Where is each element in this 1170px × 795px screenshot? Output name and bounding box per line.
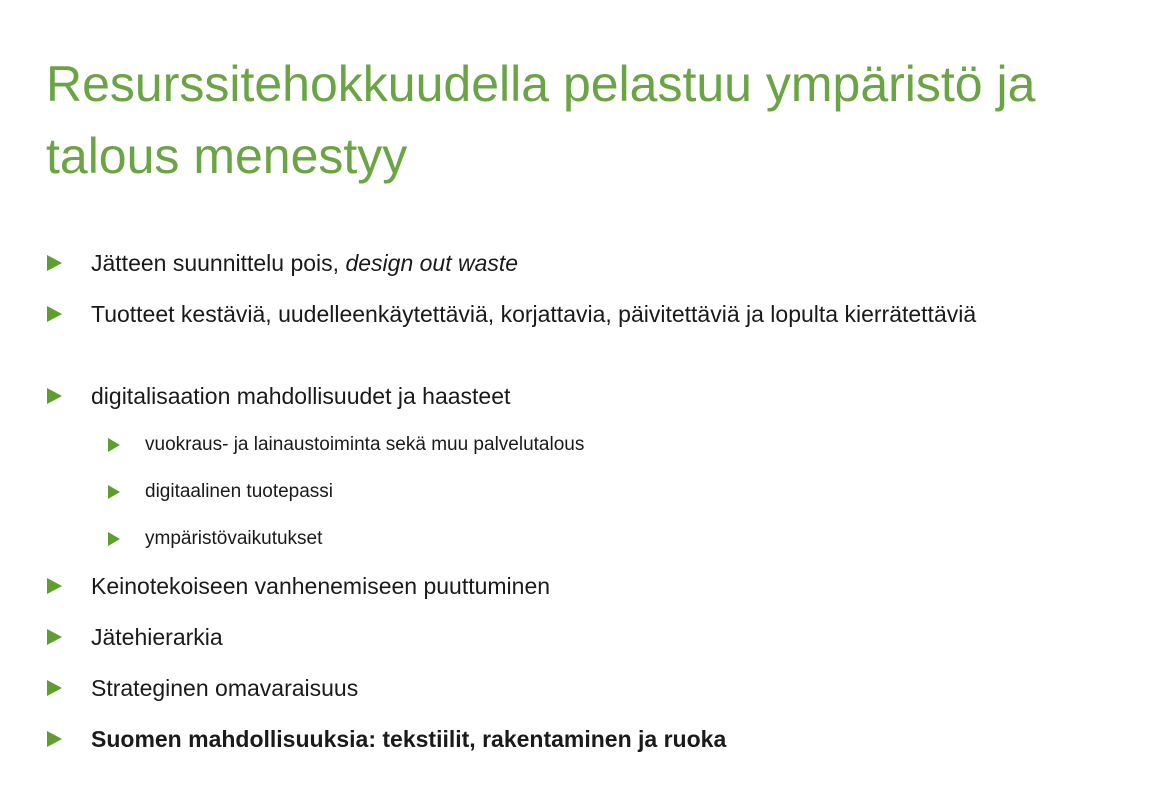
bullet-item	[91, 570, 1131, 602]
triangle-right-icon	[47, 680, 62, 696]
bullet-item	[91, 247, 1131, 279]
bullet-emphasis: design out waste	[345, 250, 519, 276]
triangle-right-icon	[47, 578, 62, 594]
bullet-text: digitalisaation mahdollisuudet ja haasteet	[91, 383, 511, 409]
bullet-text: Tuotteet kestäviä, uudelleenkäytettäviä, korjattavia, päivitettäviä ja lopulta kierrätettäviä	[91, 301, 977, 327]
triangle-right-icon	[108, 532, 120, 546]
sub-bullet-item	[145, 431, 1125, 459]
bullet-text: Jätteen suunnittelu pois,	[91, 250, 346, 276]
sub-bullet-text: ympäristövaikutukset	[145, 528, 323, 549]
triangle-right-icon	[47, 731, 62, 747]
bullet-text: Keinotekoiseen vanhenemiseen puuttuminen	[91, 573, 551, 599]
sub-bullet-item	[145, 478, 1125, 506]
triangle-right-icon	[47, 306, 62, 322]
sub-bullet-item	[145, 525, 1125, 553]
bullet-text: Jätehierarkia	[91, 624, 223, 650]
slide-title: Resurssitehokkuudella pelastuu ympäristö ja talous menestyy	[46, 56, 1036, 184]
triangle-right-icon	[108, 485, 120, 499]
triangle-right-icon	[47, 255, 62, 271]
triangle-right-icon	[47, 629, 62, 645]
bullet-item	[91, 621, 1131, 653]
bullet-item	[91, 723, 1131, 755]
bullet-item	[91, 672, 1131, 704]
triangle-right-icon	[47, 388, 62, 404]
bullet-text: Strateginen omavaraisuus	[91, 675, 359, 701]
sub-bullet-text: vuokraus- ja lainaustoiminta sekä muu palvelutalous	[145, 434, 585, 455]
bullet-item	[91, 380, 1131, 412]
bullet-item	[91, 298, 1131, 330]
sub-bullet-text: digitaalinen tuotepassi	[145, 481, 334, 502]
bullet-text: Suomen mahdollisuuksia: tekstiilit, rakentaminen ja ruoka	[91, 726, 727, 752]
triangle-right-icon	[108, 438, 120, 452]
